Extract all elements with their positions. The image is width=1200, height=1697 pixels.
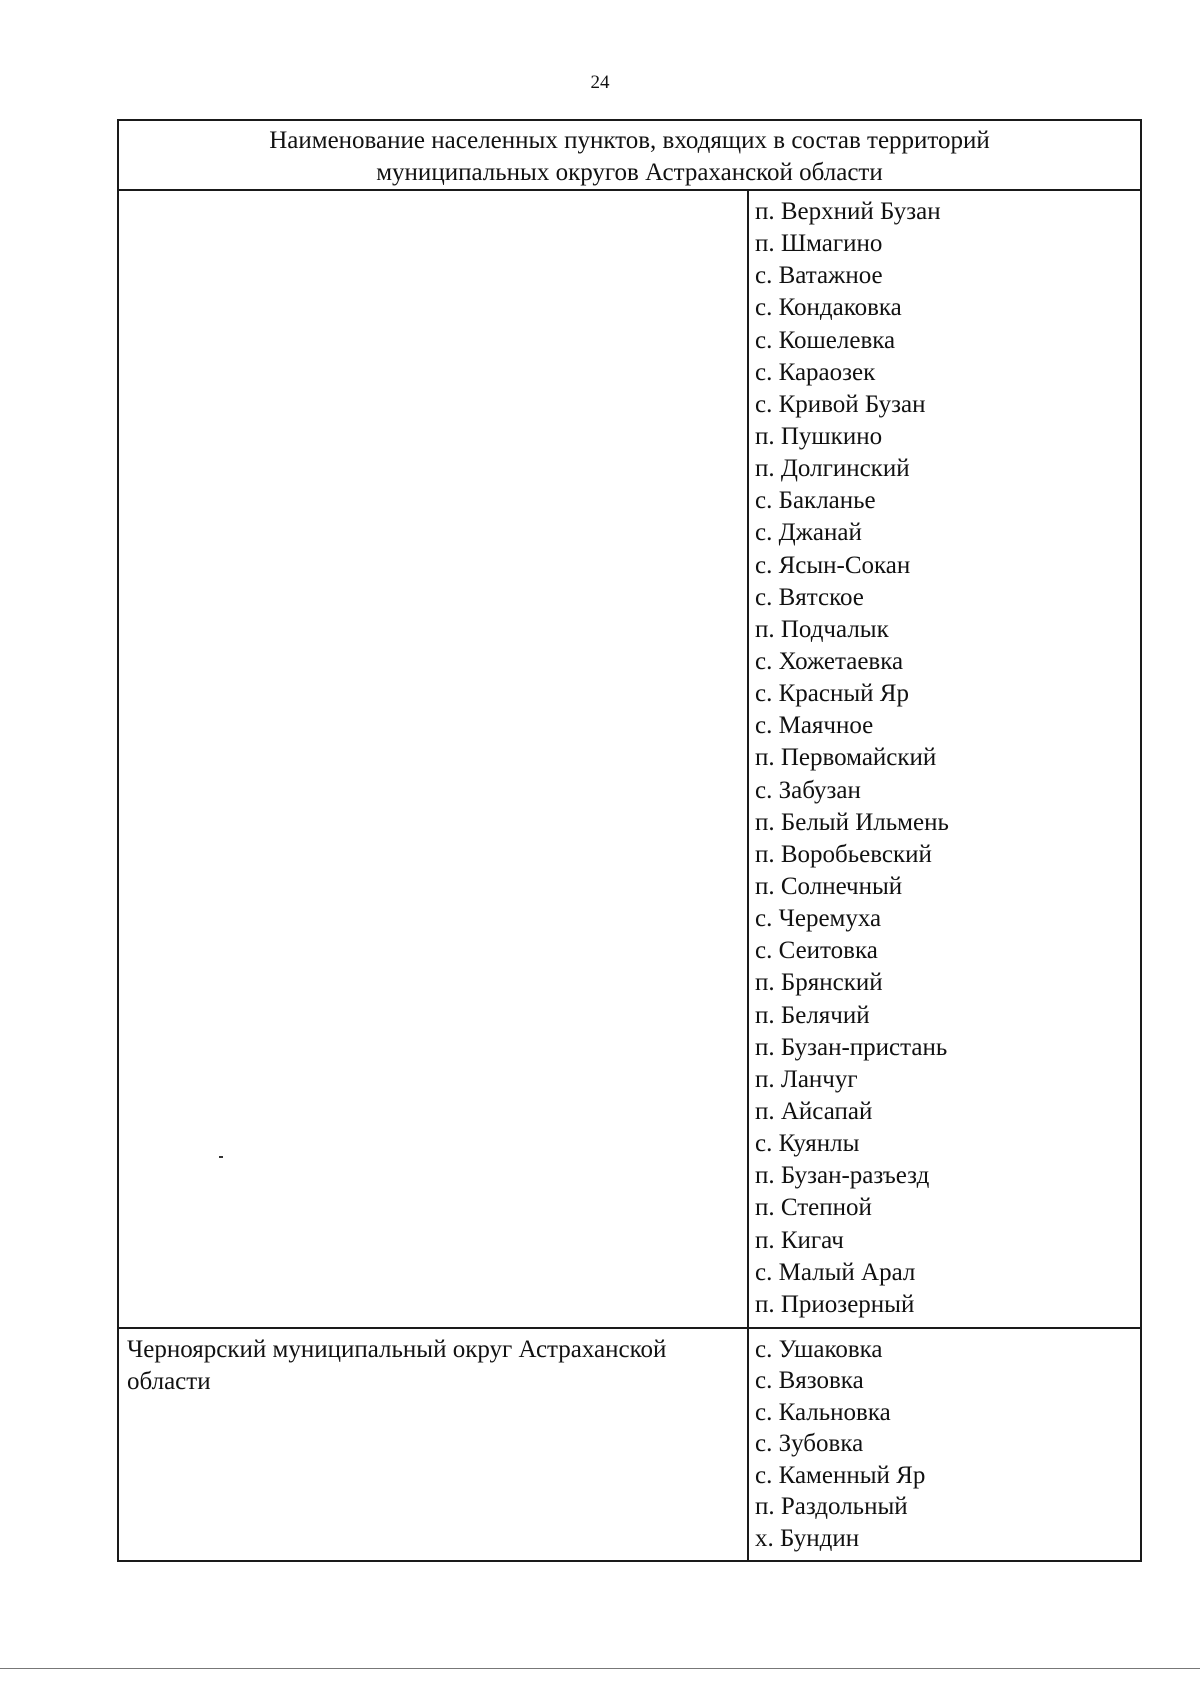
settlement-item: с. Бакланье: [755, 487, 876, 515]
settlement-item: п. Воробьевский: [755, 840, 932, 868]
settlement-item: п. Раздольный: [755, 1493, 908, 1521]
table-header: [119, 121, 1140, 191]
settlement-item: с. Ушаковка: [755, 1335, 883, 1363]
settlement-item: х. Бундин: [755, 1524, 860, 1552]
settlement-item: с. Кондаковка: [755, 294, 902, 322]
settlement-item: с. Каменный Яр: [755, 1461, 926, 1489]
settlement-item: с. Вязовка: [755, 1367, 864, 1395]
settlement-item: с. Черемуха: [755, 905, 882, 933]
settlement-item: с. Забузан: [755, 776, 861, 804]
settlement-item: п. Первомайский: [755, 744, 937, 772]
settlement-item: с. Хожетаевка: [755, 647, 904, 675]
settlement-item: с. Кривой Бузан: [755, 390, 926, 418]
settlement-item: п. Айсапай: [755, 1097, 873, 1125]
settlement-item: п. Приозерный: [755, 1290, 915, 1318]
settlement-item: п. Кигач: [755, 1226, 844, 1254]
settlement-item: п. Белый Ильмень: [755, 808, 949, 836]
district-cell: Черноярский муниципальный округ Астраханской области: [119, 1329, 749, 1561]
settlement-item: с. Ясын-Сокан: [755, 551, 911, 579]
settlement-item: п. Солнечный: [755, 872, 903, 900]
settlement-item: с. Красный Яр: [755, 680, 909, 708]
settlement-item: п. Ланчуг: [755, 1065, 858, 1093]
settlement-item: п. Бузан-пристань: [755, 1033, 948, 1061]
settlements-table: [117, 119, 1142, 1562]
settlement-item: п. Степной: [755, 1194, 872, 1222]
settlements-cell: [749, 191, 1140, 1327]
settlement-item: с. Маячное: [755, 712, 874, 740]
settlement-item: с. Вятское: [755, 583, 864, 611]
settlement-item: с. Сеитовка: [755, 937, 878, 965]
settlement-item: с. Зубовка: [755, 1430, 864, 1458]
table-body: [119, 191, 1140, 1560]
settlement-item: п. Долгинский: [755, 455, 910, 483]
table-row: [119, 1327, 1140, 1561]
settlements-cell: [749, 1329, 1140, 1561]
settlement-item: с. Джанай: [755, 519, 862, 547]
settlement-item: п. Пушкино: [755, 422, 883, 450]
settlement-item: с. Куянлы: [755, 1130, 860, 1158]
bottom-rule: [0, 1668, 1200, 1669]
settlement-item: с. Кошелевка: [755, 326, 896, 354]
settlement-item: п. Брянский: [755, 969, 883, 997]
settlement-item: п. Подчалык: [755, 615, 889, 643]
settlement-item: п. Шмагино: [755, 230, 883, 258]
scan-speck: [219, 1156, 223, 1158]
table-row: [119, 191, 1140, 1327]
settlement-item: п. Верхний Бузан: [755, 198, 941, 225]
settlement-item: с. Кальновка: [755, 1398, 891, 1426]
settlement-item: с. Караозек: [755, 358, 876, 386]
page-number: 24: [590, 72, 610, 93]
settlement-item: с. Ватажное: [755, 262, 883, 290]
table-header-line-1: Наименование населенных пунктов, входящих в состав территорий: [269, 127, 990, 154]
table-header-line-2: муниципальных округов Астраханской области: [376, 159, 883, 186]
district-cell: [119, 191, 749, 1327]
settlement-item: п. Белячий: [755, 1001, 870, 1029]
settlement-item: п. Бузан-разъезд: [755, 1162, 930, 1190]
settlement-item: с. Малый Арал: [755, 1258, 916, 1286]
